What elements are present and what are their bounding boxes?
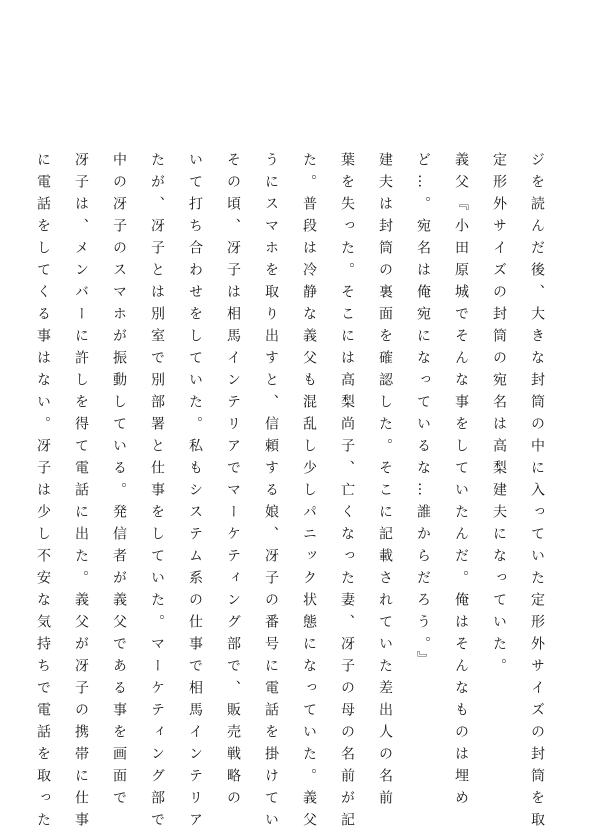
text-line: たが、冴子とは別室で別部署と仕事をしていた。マーケティング部で	[149, 152, 165, 834]
text-line: 定形外サイズの封筒の宛名は高梨建夫になっていた。	[491, 152, 507, 680]
text-line: 葉を失った。そこには高梨尚子、亡くなった妻、冴子の母の名前が記	[339, 152, 355, 834]
text-line: うにスマホを取り出すと、信頼する娘、冴子の番号に電話を掛けてい	[263, 152, 279, 834]
text-line: いて打ち合わせをしていた。私もシステム系の仕事で相馬インテリア	[187, 152, 203, 834]
text-line: た。普段は冷静な義父も混乱し少しパニック状態になっていた。義父	[301, 152, 317, 834]
text-line: 中の冴子のスマホが振動している。発信者が義父である事を画面で	[111, 152, 127, 812]
text-line: 冴子は、メンバーに許しを得て電話に出た。義父が冴子の携帯に仕事	[73, 152, 89, 834]
text-line: ジを読んだ後、大きな封筒の中に入っていた定形外サイズの封筒を取	[529, 152, 545, 834]
text-line: ど…。宛名は俺宛になっているな…誰からだろう。』	[415, 152, 431, 673]
text-line: その頃、冴子は相馬インテリアでマーケティング部で、販売戦略の	[225, 152, 241, 812]
vertical-text-body	[0, 152, 556, 836]
blank-line	[0, 152, 24, 836]
text-line: 義父『小田原城でそんな事をしていたんだ。俺はそんなものは埋め	[453, 152, 469, 812]
text-line: に電話をしてくる事はない。冴子は少し不安な気持ちで電話を取った	[35, 152, 51, 834]
text-line: 建夫は封筒の裏面を確認した。そこに記載されていた差出人の名前	[377, 152, 393, 812]
